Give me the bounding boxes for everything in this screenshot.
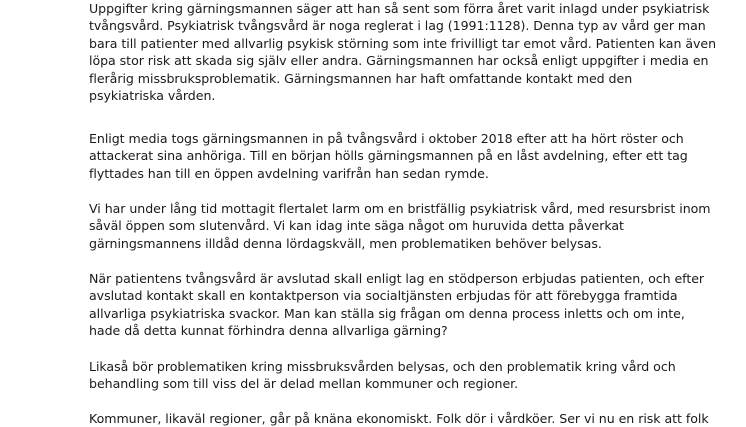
text-line: allvarliga psykiatriska svackor. Man kan ställa sig frågan om denna process inletts och om inte, [89, 305, 685, 321]
text-line: gärningsmannens illdåd denna lördagskväll, men problematiken behöver belysas. [89, 235, 602, 251]
text-line: Kommuner, likaväl regioner, går på knäna ekonomiskt. Folk dör i vårdköer. Ser vi nu en risk att folk [89, 411, 709, 426]
text-line: Uppgifter kring gärningsmannen säger att han så sent som förra året varit inlagd under psykiatrisk [89, 1, 710, 16]
paragraph-addiction-care [89, 358, 676, 393]
paragraph-alarms [89, 200, 711, 252]
text-line: behandling som till viss del är delad mellan kommuner och regioner. [89, 376, 519, 392]
text-line: psykiatriska vården. [89, 88, 216, 104]
text-line: Vi har under lång tid mottagit flertalet larm om en bristfällig psykiatrisk vård, med resursbrist inom [89, 201, 711, 216]
text-line: När patientens tvångsvård är avslutad skall enligt lag en stödperson erbjudas patienten, och efter [89, 271, 705, 286]
text-line: attackerat sina anhöriga. Till en början hölls gärningsmannen på en låst avdelning, efter ett tag [89, 148, 688, 164]
text-line: såväl öppen som slutenvård. Vi kan idag inte säga något om huruvida detta påverkat [89, 218, 624, 234]
text-line: Enligt media togs gärningsmannen in på tvångsvård i oktober 2018 efter att ha hört röster och [89, 131, 684, 146]
text-line: avslutad kontakt skall en kontaktperson via socialtjänsten erbjudas för att förebygga framtida [89, 288, 678, 304]
text-line: löpa stor risk att skada sig själv eller andra. Gärningsmannen har också enligt uppgifter i media en [89, 53, 709, 69]
paragraph-media-report [89, 130, 688, 182]
text-line: flerårig missbruksproblematik. Gärningsmannen har haft omfattande kontakt med den [89, 70, 633, 86]
paragraph-aftercare [89, 270, 704, 340]
paragraph-psychiatric-care [89, 0, 716, 104]
text-line: Likaså bör problematiken kring missbruksvården belysas, och den problematik kring vård och [89, 359, 676, 374]
text-line: bara till patienter med allvarlig psykisk störning som inte frivilligt tar emot vård. Patienten kan även [89, 35, 717, 51]
text-line: hade då detta kunnat förhindra denna allvarliga gärning? [89, 323, 448, 339]
text-line: tvångsvård. Psykiatrisk tvångsvård är noga reglerat i lag (1991:1128). Denna typ av vård ger man [89, 18, 706, 34]
text-line: flyttades han till en öppen avdelning varifrån han sedan rymde. [89, 165, 489, 181]
